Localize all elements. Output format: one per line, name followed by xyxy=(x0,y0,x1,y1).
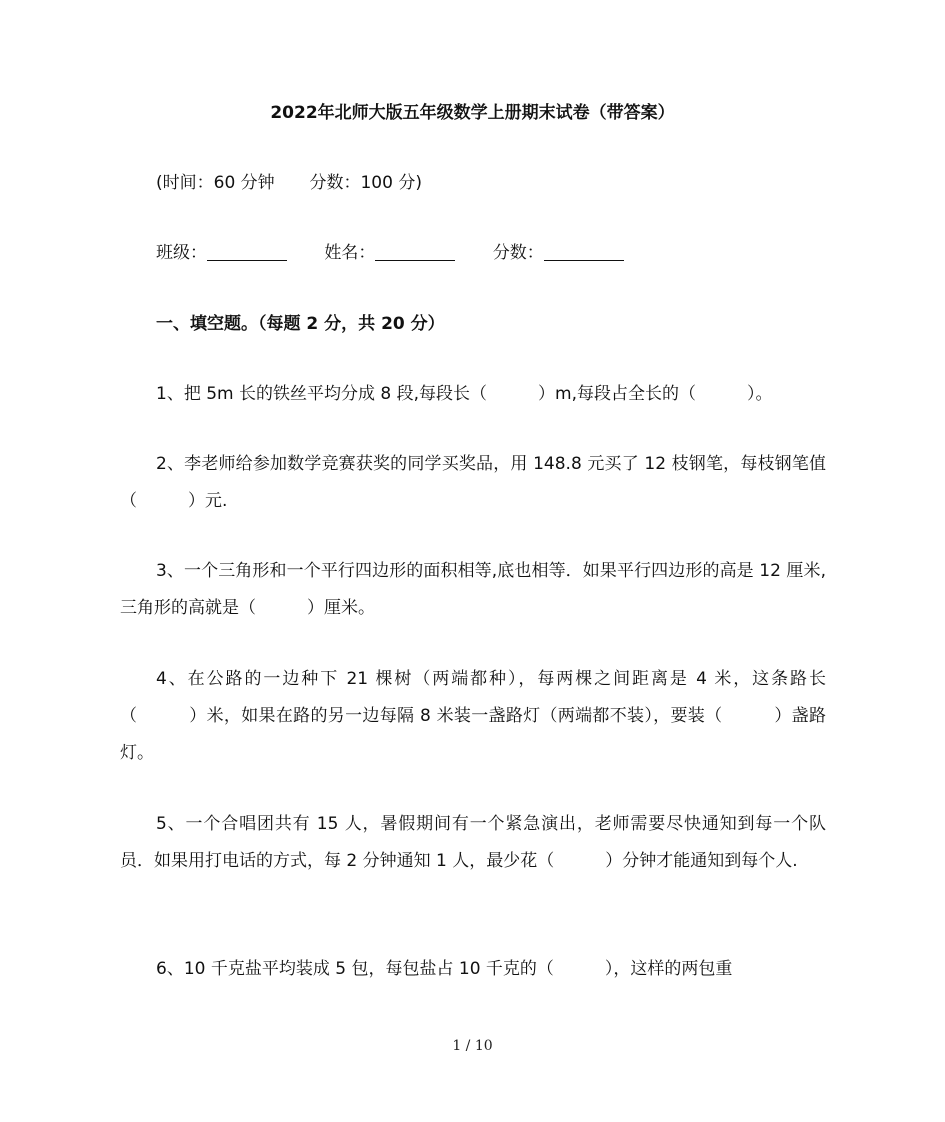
page-number: 1 / 10 xyxy=(452,1038,493,1054)
name-label: 姓名： xyxy=(324,243,376,263)
question-4: 4、在公路的一边种下 21 棵树（两端都种），每两棵之间距离是 4 米，这条路长（ ）米，如果在路的另一边每隔 8 米装一盏路灯（两端都不装），要装（ ）盏路灯。 xyxy=(120,669,826,763)
score-blank[interactable] xyxy=(544,242,624,261)
section-heading: 一、填空题。（每题 2 分，共 20 分） xyxy=(156,314,445,334)
page-title: 2022年北师大版五年级数学上册期末试卷（带答案） xyxy=(270,103,675,123)
question-1: 1、把 5m 长的铁丝平均分成 8 段,每段长（ ）m,每段占全长的（ ）。 xyxy=(156,384,773,404)
question-6: 6、10 千克盐平均装成 5 包，每包盐占 10 千克的（ ），这样的两包重 xyxy=(156,959,733,979)
student-info-row xyxy=(156,235,826,272)
score-label: 分数： xyxy=(492,243,544,263)
class-label: 班级： xyxy=(156,243,207,263)
question-5: 5、一个合唱团共有 15 人，暑假期间有一个紧急演出，老师需要尽快通知到每一个队员．如果用打电话的方式，每 2 分钟通知 1 人，最少花（ ）分钟才能通知到每个人. xyxy=(120,814,826,871)
exam-time: (时间：60 分钟 xyxy=(156,173,275,193)
exam-info xyxy=(156,165,826,202)
class-blank[interactable] xyxy=(207,242,287,261)
question-2: 2、李老师给参加数学竞赛获奖的同学买奖品，用 148.8 元买了 12 枝钢笔，每枝钢笔值（ ）元. xyxy=(120,454,826,511)
question-3: 3、一个三角形和一个平行四边形的面积相等,底也相等．如果平行四边形的高是 12 厘米,三角形的高就是（ ）厘米。 xyxy=(120,561,826,618)
exam-score: 分数：100 分) xyxy=(309,173,422,193)
name-blank[interactable] xyxy=(375,242,455,261)
